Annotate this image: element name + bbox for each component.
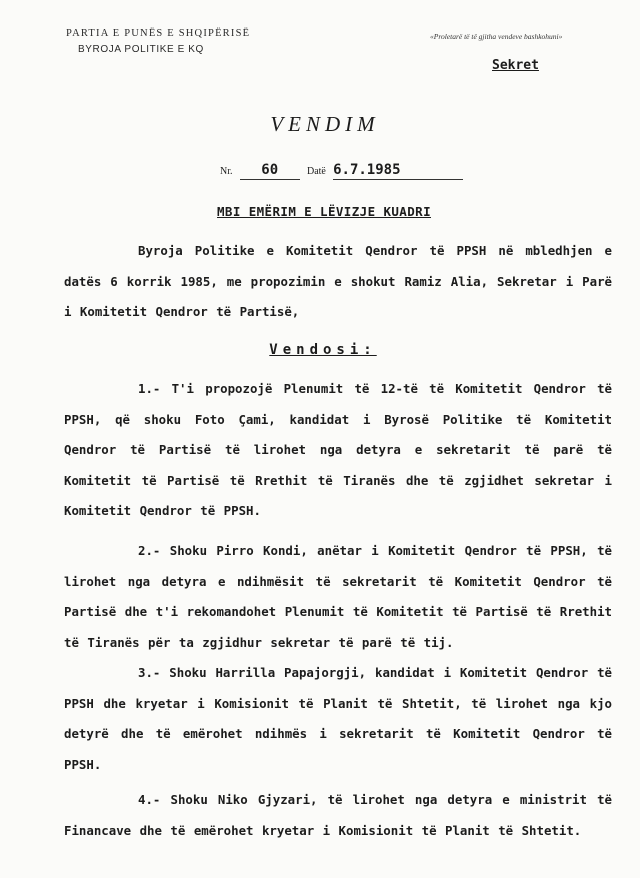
party-name: PARTIA E PUNËS E SHQIPËRISË (66, 28, 251, 39)
point-4 (64, 785, 612, 846)
decision-number: 60 (240, 162, 300, 180)
point-3-text: 3.- Shoku Harrilla Papajorgji, kandidat i Komitetit Qendror të PPSH dhe kryetar i Komisionit të Planit të Shtetit, të lirohet nga kjo detyrë dhe të emërohet ndihmës i sekretarit të Komitetit Qendror të PPSH. (64, 665, 612, 772)
point-3 (64, 658, 612, 780)
point-2-text: 2.- Shoku Pirro Kondi, anëtar i Komitetit Qendror të PPSH, të lirohet nga detyra e ndihmësit të sekretarit të Komitetit Qendror të Partisë dhe t'i rekomandohet Plenumit të Komitetit të Partisë të Rrethit të Tiranës për ta zgjidhur sekretar të parë të tij. (64, 543, 612, 650)
decides-heading (0, 342, 640, 358)
point-1 (64, 374, 612, 527)
subject-heading (0, 204, 640, 219)
date-label: Datë (306, 166, 326, 177)
point-2 (64, 536, 612, 658)
subject-text: MBI EMËRIM E LËVIZJE KUADRI (217, 204, 431, 219)
number-label: Nr. (220, 166, 233, 177)
classification-label: Sekret (492, 58, 539, 73)
letterhead (66, 28, 326, 55)
intro-text: Byroja Politike e Komitetit Qendror të PPSH në mbledhjen e datës 6 korrik 1985, me propozimin e shokut Ramiz Alia, Sekretar i Parë i Komitetit Qendror të Partisë, (64, 243, 612, 319)
decides-text: Vendosi: (269, 342, 377, 358)
point-1-text: 1.- T'i propozojë Plenumit të 12-të të Komitetit Qendror të PPSH, që shoku Foto Çami, kandidat i Byrosë Politike të Komitetit Qendror të Partisë të lirohet nga detyra e sekretarit të parë të Komitetit të Partisë të Rrethit të Tiranës dhe të zgjidhet sekretar i Komitetit Qendror të PPSH. (64, 381, 612, 518)
document-title: VENDIM (270, 112, 380, 136)
decision-date: 6.7.1985 (333, 162, 463, 180)
intro-paragraph (64, 236, 612, 328)
bureau-name: BYROJA POLITIKE E KQ (78, 44, 204, 55)
number-date-line (220, 162, 463, 182)
point-4-text: 4.- Shoku Niko Gjyzari, të lirohet nga detyra e ministrit të Financave dhe të emërohet kryetar i Komisionit të Planit të Shtetit. (64, 792, 612, 838)
motto: «Proletarë të të gjitha vendeve bashkohuni» (430, 32, 563, 41)
